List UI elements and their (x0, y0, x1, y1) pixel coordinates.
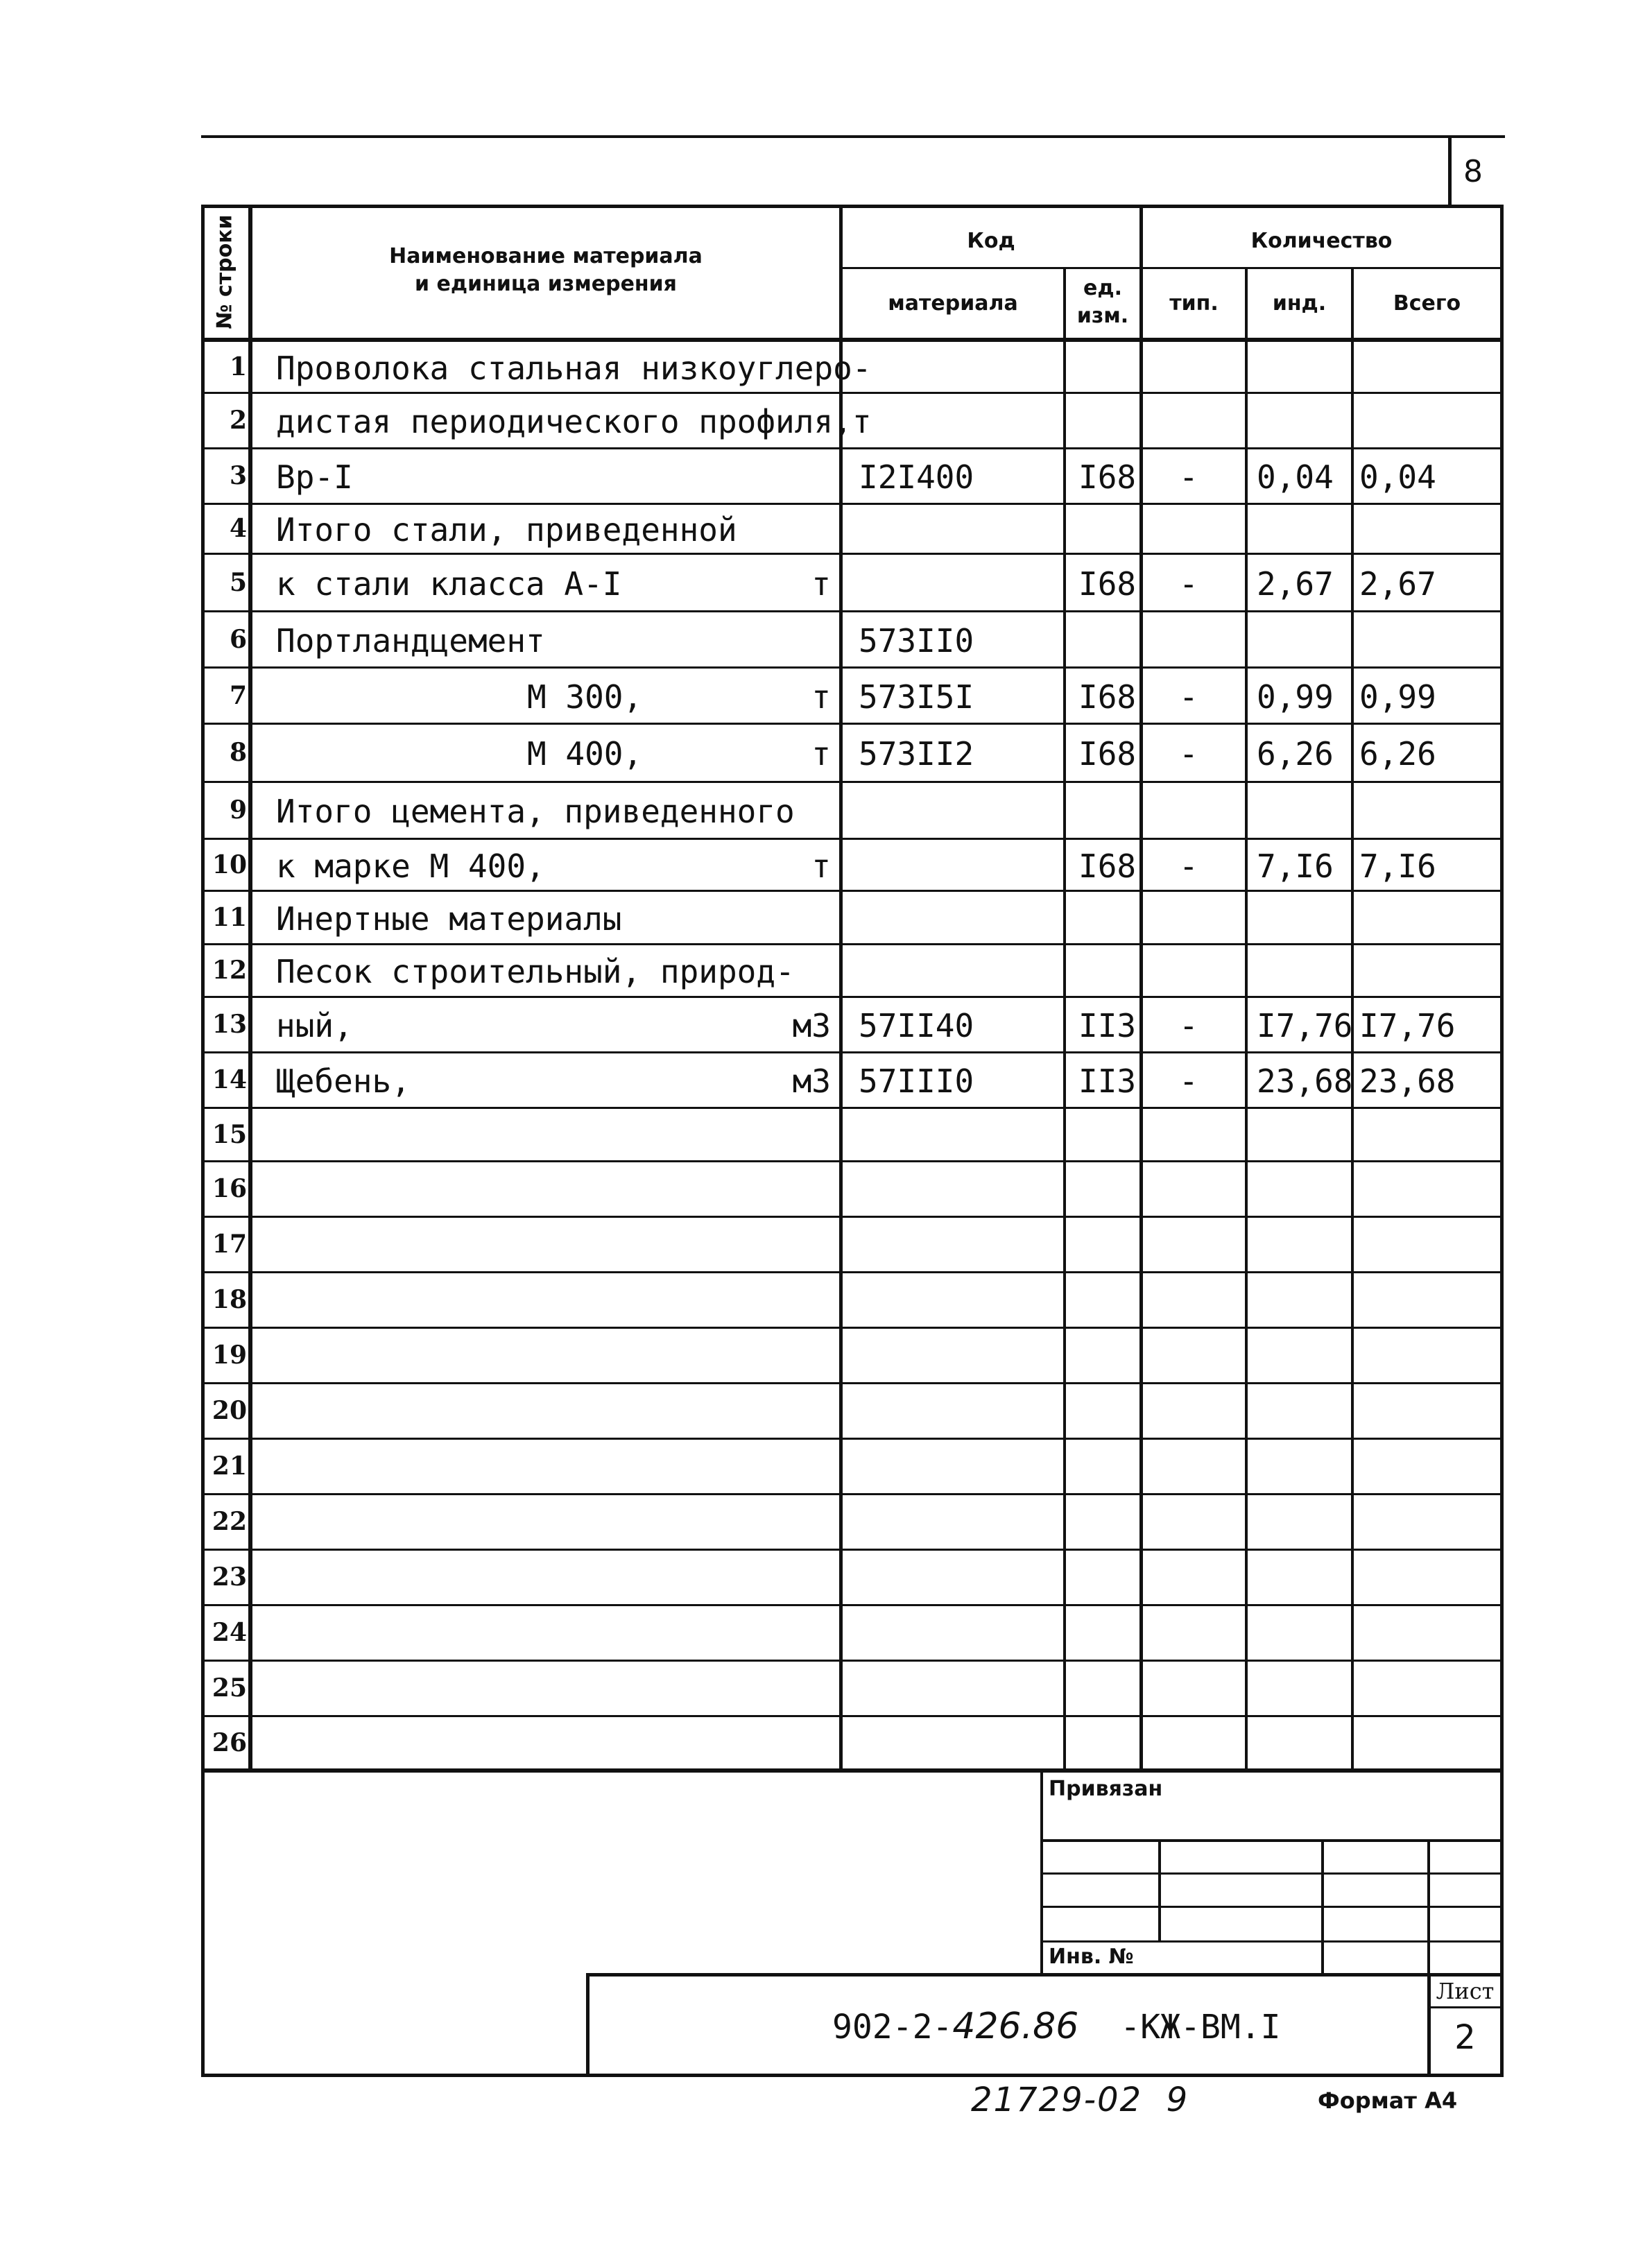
code-unit-header-1: ед. (1083, 276, 1122, 300)
material-name: Портландцемент (276, 622, 545, 660)
handwritten-code: 21729-02 9 (971, 2081, 1189, 2119)
material-name: Песок строительный, природ- (276, 953, 795, 990)
designation-code (832, 2006, 1281, 2047)
row-number: 15 (212, 1120, 247, 1149)
row-separator (201, 1107, 1502, 1109)
top-border-line (201, 135, 1505, 138)
material-name: Итого стали, приведенной (276, 511, 737, 549)
stamp-grid-v2 (1321, 1839, 1324, 1975)
material-name: Щебень, (276, 1062, 411, 1100)
row-separator (201, 1715, 1502, 1717)
stamp-bottom-line (201, 2074, 1504, 2077)
material-name: к марке М 400, (276, 847, 545, 885)
material-name: М 400, (527, 735, 643, 773)
row-separator (201, 1216, 1502, 1218)
qty-typ: - (1179, 458, 1198, 496)
row-number: 1 (229, 352, 247, 381)
unit-code: II3 (1078, 1062, 1137, 1100)
row-separator (201, 1604, 1502, 1606)
row-number: 2 (229, 406, 247, 435)
material-name: дистая периодического профиля,т (276, 403, 872, 440)
material-name: ный, (276, 1007, 353, 1044)
qty-total: I7,76 (1359, 1007, 1456, 1044)
unit-code: I68 (1078, 565, 1137, 603)
row-number: 3 (229, 461, 247, 490)
row-separator (201, 1327, 1502, 1329)
row-number: 5 (229, 568, 247, 597)
stamp-grid-v1 (1158, 1839, 1161, 1942)
quantity-header: Количество (1250, 229, 1393, 253)
material-code: 57III0 (859, 1062, 974, 1100)
row-number: 17 (212, 1230, 247, 1259)
row-number: 7 (229, 681, 247, 710)
unit-code: I68 (1078, 735, 1137, 773)
table-top-line (201, 205, 1504, 208)
row-separator (201, 666, 1502, 669)
row-separator (201, 1493, 1502, 1495)
row-separator (201, 838, 1502, 840)
qty-typ: - (1179, 678, 1198, 716)
unit-of-measure: м3 (792, 1007, 831, 1044)
row-number: 25 (212, 1673, 247, 1703)
code-material-header: материала (888, 291, 1018, 316)
row-separator (201, 890, 1502, 892)
material-code: I2I400 (859, 458, 974, 496)
table-bottom-line (201, 1768, 1504, 1773)
material-name: к стали класса А-I (276, 565, 622, 603)
qty-typ: - (1179, 735, 1198, 773)
unit-of-measure: т (811, 735, 831, 773)
qty-total: 7,I6 (1359, 847, 1436, 885)
row-separator (201, 503, 1502, 505)
row-number: 22 (212, 1507, 247, 1536)
material-name: Итого цемента, приведенного (276, 793, 795, 830)
inv-no-label: Инв. № (1049, 1945, 1134, 1969)
header-sub-line (841, 267, 1501, 269)
qty-ind: 2,67 (1257, 565, 1334, 603)
row-number: 4 (229, 514, 247, 543)
material-name: Инертные материалы (276, 900, 622, 938)
row-separator (201, 1438, 1502, 1440)
col-line-typ (1245, 267, 1248, 1772)
stamp-grid-h1 (1040, 1839, 1500, 1842)
material-code: 573II0 (859, 622, 974, 660)
unit-code: I68 (1078, 847, 1137, 885)
row-number: 24 (212, 1618, 247, 1647)
stamp-grid-h4 (1040, 1940, 1500, 1943)
row-separator (201, 1549, 1502, 1551)
qty-ind: 6,26 (1257, 735, 1334, 773)
page-number-divider (1448, 135, 1452, 207)
qty-ind: 23,68 (1257, 1062, 1353, 1100)
qty-total: 0,04 (1359, 458, 1436, 496)
qty-ind: 0,04 (1257, 458, 1334, 496)
row-separator (201, 447, 1502, 449)
qty-ind-header: инд. (1272, 291, 1327, 316)
col-line-material (1063, 267, 1066, 1772)
row-number: 11 (212, 903, 247, 932)
stamp-right-line (1500, 1768, 1504, 2077)
qty-total: 6,26 (1359, 735, 1436, 773)
row-separator (201, 1051, 1502, 1053)
row-number: 19 (212, 1341, 247, 1370)
code-unit-header-2: изм. (1076, 304, 1129, 328)
qty-typ: - (1179, 1007, 1198, 1044)
designation-handwritten: 426.86 (952, 2006, 1079, 2047)
row-number: 18 (212, 1285, 247, 1314)
material-code: 573II2 (859, 735, 974, 773)
row-number: 10 (212, 850, 247, 879)
material-code: 573I5I (859, 678, 974, 716)
privyazan-label: Привязан (1049, 1777, 1163, 1801)
row-number: 9 (229, 795, 247, 825)
row-number: 14 (212, 1065, 247, 1094)
designation-left-line (586, 1973, 590, 2077)
row-separator (201, 610, 1502, 612)
row-separator (201, 1660, 1502, 1662)
unit-code: II3 (1078, 1007, 1137, 1044)
sheet-value: 2 (1454, 2018, 1476, 2057)
stamp-grid-v3 (1427, 1839, 1430, 1975)
designation-prefix: 902-2- (832, 2008, 953, 2047)
qty-ind: 0,99 (1257, 678, 1334, 716)
format-label: Формат А4 (1318, 2087, 1458, 2114)
row-number: 26 (212, 1728, 247, 1757)
row-number: 16 (212, 1174, 247, 1203)
table-right-line (1500, 205, 1504, 1772)
unit-code: I68 (1078, 458, 1137, 496)
code-header: Код (967, 229, 1015, 253)
unit-of-measure: т (811, 565, 831, 603)
row-separator (201, 553, 1502, 555)
row-number: 6 (229, 625, 247, 654)
stamp-grid-h2 (1040, 1872, 1500, 1875)
row-number: 13 (212, 1010, 247, 1039)
page-number: 8 (1463, 154, 1483, 189)
qty-total: 23,68 (1359, 1062, 1456, 1100)
material-name: М 300, (527, 678, 643, 716)
designation-top-line (586, 1973, 1504, 1977)
row-number: 23 (212, 1562, 247, 1592)
row-separator (201, 723, 1502, 725)
qty-typ: - (1179, 1062, 1198, 1100)
qty-total: 0,99 (1359, 678, 1436, 716)
row-number: 8 (229, 738, 247, 767)
qty-ind: I7,76 (1257, 1007, 1353, 1044)
qty-total-header: Всего (1393, 291, 1461, 316)
stamp-grid-h3 (1040, 1906, 1500, 1908)
qty-typ: - (1179, 847, 1198, 885)
row-separator (201, 1160, 1502, 1162)
qty-typ-header: тип. (1169, 291, 1219, 316)
row-separator (201, 1382, 1502, 1384)
unit-of-measure: м3 (792, 1062, 831, 1100)
name-header-line1: Наименование материала (389, 244, 703, 268)
row-separator (201, 781, 1502, 783)
row-separator (201, 943, 1502, 945)
qty-total: 2,67 (1359, 565, 1436, 603)
row-number: 12 (212, 956, 247, 985)
material-name: Проволока стальная низкоуглеро- (276, 350, 872, 387)
material-name: Вр-I (276, 458, 353, 496)
row-number-header: № строки (212, 214, 237, 329)
col-line-unit (1139, 205, 1143, 1772)
material-code: 57II40 (859, 1007, 974, 1044)
unit-of-measure: т (811, 847, 831, 885)
unit-of-measure: т (811, 678, 831, 716)
row-separator (201, 996, 1502, 998)
sheet-box-mid-line (1427, 2006, 1500, 2008)
qty-typ: - (1179, 565, 1198, 603)
header-bottom-line (201, 338, 1502, 342)
name-header-line2: и единица измерения (415, 272, 677, 296)
col-line-rownum (248, 205, 252, 1772)
unit-code: I68 (1078, 678, 1137, 716)
row-separator (201, 392, 1502, 394)
sheet-label: Лист (1436, 1978, 1495, 2004)
row-number: 21 (212, 1452, 247, 1481)
qty-ind: 7,I6 (1257, 847, 1334, 885)
row-number: 20 (212, 1396, 247, 1425)
designation-suffix: -КЖ-ВМ.I (1120, 2008, 1281, 2047)
row-separator (201, 1271, 1502, 1273)
